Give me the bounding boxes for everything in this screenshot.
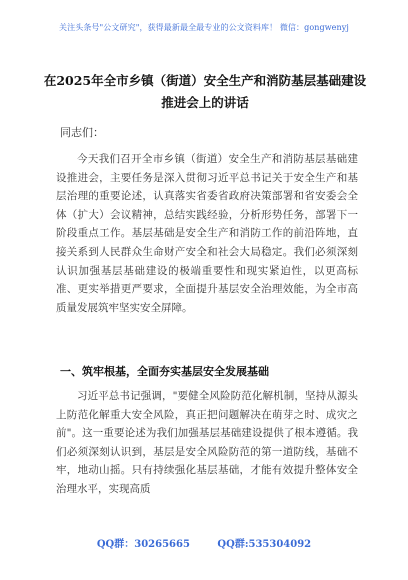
header-ad-text: 关注头条号"公文研究"，获得最新最全最专业的公文资料库！ 微信：gongwenyj [59, 23, 349, 32]
document-title [40, 70, 370, 114]
footer-contact [0, 535, 408, 550]
title-line-1: 在2025年全市乡镇（街道）安全生产和消防基层基础建设 [43, 73, 367, 88]
footer-qq-group-2: QQ群:535304092 [217, 539, 312, 550]
paragraph-intro: 今天我们召开全市乡镇（街道）安全生产和消防基层基础建设推进会，主要任务是深入贯彻习近平总书记关于安全生产和基层治理的重要论述，认真落实省委省政府决策部署和省安委会全体（扩大）会议精神，总结实践经验，分析形势任务，部署下一阶段重点工作。基层基础是安全生产和消防工作的前沿阵地，直接关系到人民群众生命财产安全和社会大局稳定。我们必须深刻认识加强基层基础建设的极端重要性和现实紧迫性，以更高标准、更实举措更严要求，全面提升基层安全治理效能，为全市高质量发展筑牢坚实安全屏障。 [56, 153, 358, 314]
footer-qq-group-1: QQ群：30265665 [96, 539, 190, 550]
section-heading-1: 一、筑牢根基，全面夯实基层安全发展基础 [60, 365, 269, 378]
paragraph-section-1: 习近平总书记强调，"要健全风险防范化解机制，坚持从源头上防范化解重大安全风险，真正把问题解决在萌芽之时、成灾之前"。这一重要论述为我们加强基层基础建设提供了根本遵循。我们必须深刻认识到，基层是安全风险防范的第一道防线，基础不牢，地动山摇。只有持续强化基层基础，才能有效提升整体安全治理水平，实现高质 [56, 390, 358, 495]
greeting: 同志们： [60, 126, 104, 139]
title-line-2: 推进会上的讲话 [161, 95, 249, 110]
